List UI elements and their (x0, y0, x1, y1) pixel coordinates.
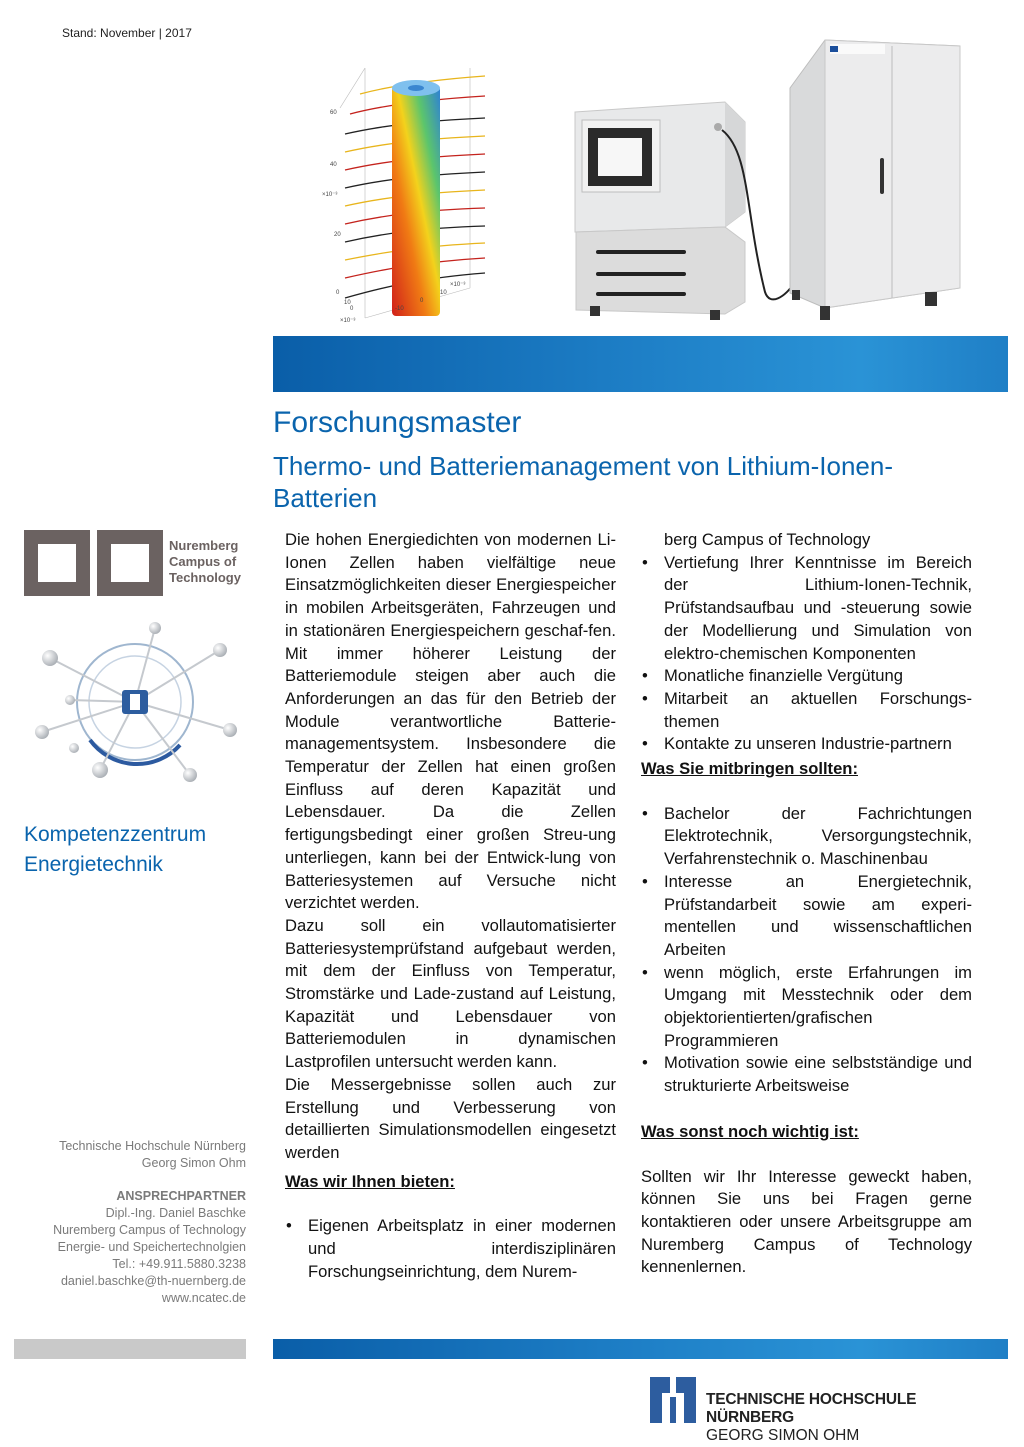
other-paragraph: Sollten wir Ihr Interesse geweckt haben, können Sie uns bei Fragen gerne kontaktieren oder unsere Arbeitsgruppe am Nuremberg Campus of Technology kennenlernen. (641, 1166, 972, 1277)
competence-line: Energietechnik (24, 853, 163, 876)
list-item-continuation (641, 529, 972, 552)
contact-dept: Energie- und Speichertechnolgien (57, 1240, 246, 1254)
competence-center-title (24, 820, 206, 880)
intro-paragraph: Die hohen Energiedichten von modernen Li-Ionen Zellen haben vielfältige neue Einsatzmöglichkeiten dieser Energiespeicher in mobilen Arbeitsgeräten, Fahrzeugen und in stationären Energiespeichern geschaf-fen. Mit immer höherer Leistung der Batteriemodule steigen aber auch die Anforderungen an das für den Betrieb der Module verantwortliche Batterie-managementsystem. Insbesondere die Temperatur der Zellen hat einen großen Einfluss auf deren Kapazität und Lebensdauer. Da die Zellen fertigungsbedingt einer großen Streu-ung unterliegen, kann bei der Entwick-lung von Batteriesystemen auf Versuche nicht verzichtet werden. (285, 530, 616, 913)
date-stamp: Stand: November | 2017 (62, 26, 192, 40)
axis-label: 0 (420, 298, 424, 304)
th-logo-line-1: TECHNISCHE HOCHSCHULE NÜRNBERG (706, 1391, 917, 1426)
axis-label: 60 (330, 110, 337, 116)
ncat-logo-line: Nuremberg (169, 538, 239, 553)
requirements-heading: Was Sie mitbringen sollten: (641, 759, 858, 779)
text-column-1 (285, 529, 616, 1284)
ncat-logo (24, 528, 252, 598)
contact-org: Nuremberg Campus of Technology (53, 1223, 246, 1237)
institution-line: Technische Hochschule Nürnberg (59, 1139, 246, 1153)
requirements-list (641, 803, 972, 1098)
contact-phone: Tel.: +49.911.5880.3238 (112, 1257, 246, 1271)
list-item: • Monatliche finanzielle Vergütung (641, 665, 972, 688)
axis-label: -10 (395, 306, 404, 312)
contact-heading: ANSPRECHPARTNER (116, 1189, 246, 1203)
intro-paragraph: Die Messergebnisse sollen auch zur Erstellung und Verbesserung von detaillierten Simulationsmodellen eingesetzt werden (285, 1074, 616, 1162)
list-item: • Motivation sowie eine selbstständige und strukturierte Arbeitsweise (641, 1052, 972, 1097)
offer-list-continued (641, 529, 972, 756)
th-logo-line-2: GEORG SIMON OHM (706, 1427, 860, 1444)
offer-heading: Was wir Ihnen bieten: (285, 1171, 455, 1191)
offer-list (285, 1215, 616, 1283)
contact-website[interactable]: www.ncatec.de (161, 1291, 246, 1305)
list-item: • Vertiefung Ihrer Kenntnisse im Bereich der Lithium-Ionen-Technik, Prüfstandsaufbau und -steuerung sowie der Modellierung und Simulation von elektro-chemischen Komponenten (641, 552, 972, 666)
axis-label: ×10⁻³ (322, 192, 338, 198)
list-item: • wenn möglich, erste Erfahrungen im Umgang mit Messtechnik oder dem objektorientierten/grafischen Programmieren (641, 962, 972, 1053)
contact-block (6, 1138, 246, 1307)
axis-label: 20 (334, 232, 341, 238)
axis-label: 40 (330, 162, 337, 168)
institution-line: Georg Simon Ohm (141, 1156, 246, 1170)
cell-simulation-image (320, 48, 510, 328)
th-nuernberg-logo (648, 1375, 1008, 1444)
list-item: • Interesse an Energietechnik, Prüfstandarbeit sowie am experi-mentellen und wissenschaftlichen Arbeiten (641, 871, 972, 962)
ncat-logo-line: Campus of (169, 554, 237, 569)
axis-label: 0 (350, 306, 354, 312)
footer-blue-band (273, 1339, 1008, 1359)
text-column-2 (641, 529, 972, 1279)
axis-label: 10 (440, 290, 447, 296)
list-item-text: berg Campus of Technology (664, 530, 871, 549)
contact-email[interactable]: daniel.baschke@th-nuernberg.de (60, 1274, 246, 1288)
energy-molecule-graphic (30, 620, 240, 790)
axis-label: ×10⁻³ (340, 318, 356, 324)
battery-cell-shape (392, 86, 440, 316)
climate-chamber-image (560, 92, 800, 322)
list-item: • Mitarbeit an aktuellen Forschungs-themen (641, 688, 972, 733)
ncat-logo-mark (24, 528, 164, 598)
test-cabinet-image (780, 38, 970, 323)
page-subtitle: Thermo- und Batteriemanagement von Lithium-Ionen-Batterien (273, 451, 893, 513)
axis-label: 0 (336, 290, 340, 296)
intro-paragraph: Dazu soll ein vollautomatisierter Batteriesystemprüfstand aufgebaut werden, mit dem der Einfluss von Temperatur, Stromstärke und Lade-zustand auf Leistung, Kapazität und Lebensdauer von Batteriemodulen in dynamischen Lastprofilen untersucht werden kann. (285, 915, 616, 1072)
other-heading: Was sonst noch wichtig ist: (641, 1121, 859, 1141)
list-item: • Kontakte zu unseren Industrie-partnern (641, 733, 972, 756)
axis-label: 10 (344, 300, 351, 306)
footer-grey-band (14, 1339, 246, 1359)
th-logo-mark (648, 1375, 698, 1425)
list-item: • Bachelor der Fachrichtungen Elektrotechnik, Versorgungstechnik, Verfahrenstechnik o. Maschinenbau (641, 803, 972, 871)
axis-label: ×10⁻³ (450, 282, 466, 288)
ncat-logo-line: Technology (169, 570, 241, 585)
competence-line: Kompetenzzentrum (24, 823, 207, 846)
page-title: Forschungsmaster (273, 406, 522, 439)
header-banner (273, 336, 1008, 392)
contact-name: Dipl.-Ing. Daniel Baschke (105, 1206, 246, 1220)
list-item: • Eigenen Arbeitsplatz in einer modernen und interdisziplinären Forschungseinrichtung, dem Nurem- (285, 1215, 616, 1283)
